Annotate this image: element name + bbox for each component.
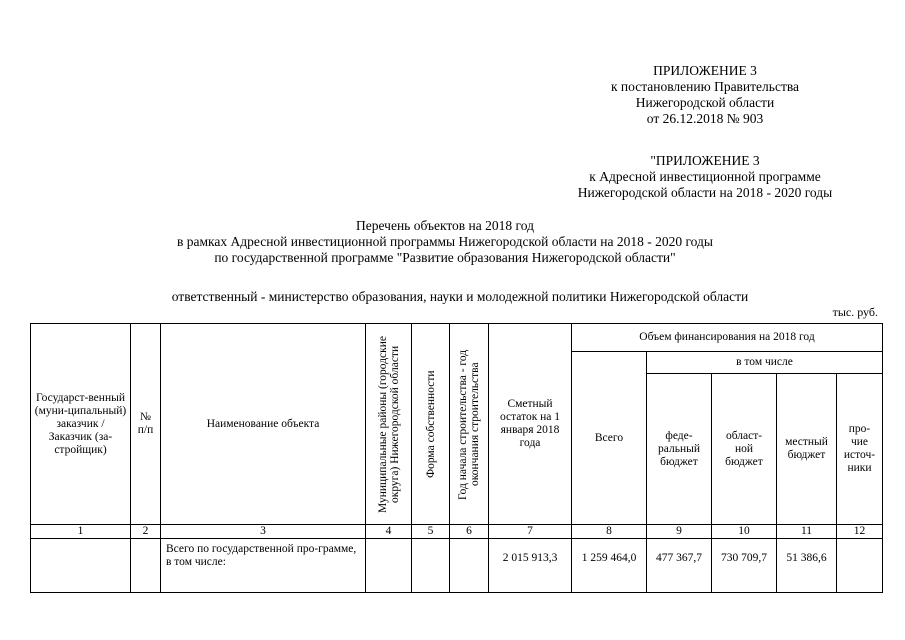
appendix-title: ПРИЛОЖЕНИЕ 3 [653,63,757,78]
title-line-3: по государственной программе "Развитие образования Нижегородской области" [214,250,676,265]
column-number: 11 [777,525,837,539]
column-number: 9 [647,525,712,539]
row-total: 1 259 464,0 [572,539,647,593]
row-customer [31,539,131,593]
row-ownership [412,539,450,593]
header-number: № п/п [131,324,161,525]
program-appendix-line-1: к Адресной инвестиционной программе [589,169,821,184]
objects-table [30,323,883,593]
table-row [31,539,883,593]
program-appendix-header [540,153,870,201]
appendix-header [560,63,850,127]
row-other [837,539,883,593]
header-years-text: Год начала строительства - год окончания строительства [457,348,481,500]
document-title [120,218,770,266]
column-number: 7 [489,525,572,539]
row-district [366,539,412,593]
responsible-text: ответственный - министерство образования, науки и молодежной политики Нижегородской области [171,289,749,304]
header-ownership [412,324,450,525]
header-districts [366,324,412,525]
row-object-name: Всего по государственной про-грамме, в том числе: [161,539,366,593]
column-numbers-row [31,525,883,539]
appendix-line-1: к постановлению Правительства [610,79,800,94]
header-districts-text: Муниципальные районы (городские округа) Нижегородской области [376,335,401,513]
appendix-line-2: Нижегородской области [635,95,775,110]
header-total: Всего [572,352,647,525]
program-appendix-line-2: Нижегородской области на 2018 - 2020 годы [577,185,833,200]
header-federal: феде-ральный бюджет [647,374,712,525]
column-number: 5 [412,525,450,539]
row-number [131,539,161,593]
title-line-1: Перечень объектов на 2018 год [356,218,534,233]
column-number: 1 [31,525,131,539]
row-local: 51 386,6 [777,539,837,593]
column-number: 2 [131,525,161,539]
column-number: 6 [450,525,489,539]
header-ownership-text: Форма собственности [424,370,437,478]
header-regional: област-ной бюджет [712,374,777,525]
header-including: в том числе [647,352,883,374]
row-estimate: 2 015 913,3 [489,539,572,593]
column-number: 8 [572,525,647,539]
header-funding: Объем финансирования на 2018 год [572,324,883,352]
header-local: местный бюджет [777,374,837,525]
row-years [450,539,489,593]
header-other: про-чие источ-ники [837,374,883,525]
title-line-2: в рамках Адресной инвестиционной программы Нижегородской области на 2018 - 2020 годы [177,234,713,249]
header-years [450,324,489,525]
column-number: 4 [366,525,412,539]
row-federal: 477 367,7 [647,539,712,593]
units-label: тыс. руб. [832,305,878,319]
program-appendix-title: "ПРИЛОЖЕНИЕ 3 [650,153,760,168]
header-object-name: Наименование объекта [161,324,366,525]
row-regional: 730 709,7 [712,539,777,593]
header-estimate: Сметный остаток на 1 января 2018 года [489,324,572,525]
responsible-ministry [100,289,820,305]
column-number: 3 [161,525,366,539]
header-customer: Государст-венный (муни-ципальный) заказчик / Заказчик (за-стройщик) [31,324,131,525]
column-number: 10 [712,525,777,539]
column-number: 12 [837,525,883,539]
appendix-line-3: от 26.12.2018 № 903 [646,111,764,126]
